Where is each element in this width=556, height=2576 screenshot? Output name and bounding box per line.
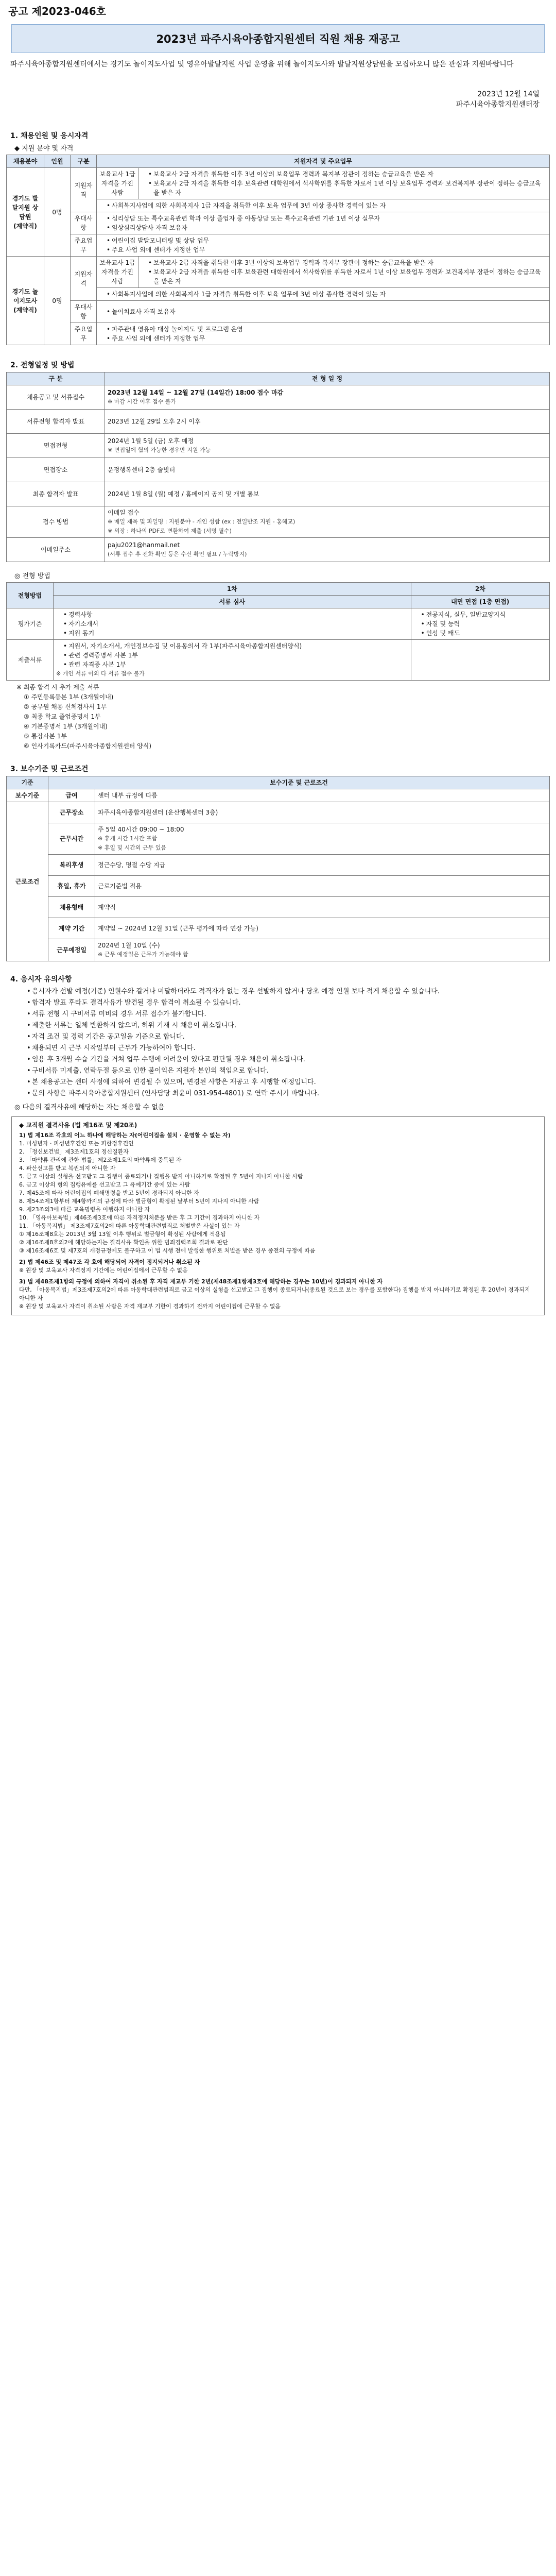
job-qual-item: • 보육교사 2급 자격을 취득한 이후 3년 이상의 보육업무 경력과 복지부 장관이 정하는 승급교육을 받은 자 [148, 170, 547, 179]
after-docs-title: ※ 최종 합격 시 추가 제출 서류 [16, 684, 99, 691]
jobs-header-detail: 지원자격 및 주요업무 [97, 155, 550, 168]
job-pref-cell [97, 212, 550, 234]
job-qual-extra-cell [97, 199, 550, 212]
method-second-item: • 전공지식, 실무, 일반교양지식 [421, 610, 547, 619]
section4-title: 4. 응시자 유의사항 [10, 975, 72, 984]
schedule-note: ※ 메일 제목 및 파일명 : 지원분야 - 개인 성함 (ex : 전일반조 지원 - 홍혜교) ※ 외장 : 하나의 PDF로 변환하여 제출 (서명 필수) [108, 518, 296, 534]
schedule-header-kind: 구 분 [7, 372, 105, 385]
job-qual-items-cell [138, 168, 550, 199]
schedule-header-value: 전 형 일 정 [105, 372, 550, 385]
method-first-item-list [56, 610, 408, 638]
section1-title: 1. 채용인원 및 응시자격 [10, 132, 89, 140]
schedule-note: (서류 접수 후 전화 확인 등은 수신 확인 필요 / 누락방지) [108, 551, 247, 557]
schedule-value-cell [105, 458, 550, 482]
law-item-3: 3) 법 제48조제1항의 규정에 의하여 자격이 취소된 후 자격 재교부 기한 2년(제48조제1항제3호에 해당하는 경우는 10년)이 경과되지 아니한 자 [19, 1278, 383, 1285]
after-doc-item: ⑤ 통장사본 1부 [24, 733, 67, 740]
law-item-2-note: ※ 원장 및 보육교사 자격정지 기간에는 어린이집에서 근무할 수 없음 [19, 1267, 188, 1274]
law-item-2: 2) 법 제46조 및 제47조 각 호에 해당되어 자격이 정지되거나 취소된 자 [19, 1259, 200, 1265]
method-label: 제출서류 [7, 640, 54, 681]
cond-note: ※ 휴게 시간 1시간 포함 ※ 휴일 및 시간외 근무 있음 [98, 835, 166, 851]
job-qual-extra-list [99, 290, 547, 299]
schedule-value-cell [105, 506, 550, 538]
method-second-cell [411, 640, 549, 681]
job-duty-label: 주요업무 [71, 234, 97, 257]
notice-item: • 구비서류 미제출, 연락두절 등으로 인한 불이익은 지원자 본인의 책임으로 합니다. [27, 1065, 540, 1077]
job-duty-label: 주요업무 [71, 323, 97, 345]
cond-value: 주 5일 40시간 09:00 ~ 18:00 [98, 826, 184, 833]
schedule-value-cell [105, 410, 550, 434]
schedule-value: 2024년 1월 8일 (월) 예정 / 홈페이지 공지 및 개별 통보 [108, 490, 259, 498]
schedule-value-cell [105, 482, 550, 506]
after-doc-item: ⑥ 인사기록카드(파주시육아종합지원센터 양식) [24, 742, 151, 750]
pay-header-value: 보수기준 및 근로조건 [48, 776, 550, 789]
job-duty-item: • 어린이집 발달모니터링 및 상담 업무 [107, 236, 547, 245]
method-first-cell [54, 608, 411, 640]
jobs-header-count: 인원 [44, 155, 71, 168]
law-line: ② 제16조제8호의2에 해당하는지는 결격사유 확인을 위한 범죄경력조회 결과로 판단 [19, 1239, 228, 1246]
job-duty-item-list [99, 236, 547, 255]
job-qual-item-list [141, 258, 547, 286]
notice-item: • 자격 조건 및 경력 기간은 공고일을 기준으로 합니다. [27, 1031, 540, 1043]
method-table [6, 582, 550, 681]
job-qual-items-cell [138, 257, 550, 288]
law-line: 8. 제54조제1항부터 제4항까지의 규정에 따라 벌금형이 확정된 날부터 5년이 지나지 아니한 사람 [19, 1198, 259, 1205]
cond-value: 근로기준법 적용 [98, 883, 142, 890]
job-count: 0명 [44, 257, 71, 345]
law-line: ① 제16조제8호는 2013년 3월 13일 이후 행위로 벌금형이 확정된 사람에게 적용됨 [19, 1231, 226, 1238]
schedule-value: 2023년 12월 29일 오후 2시 이후 [108, 418, 201, 425]
job-pref-item: • 심리상담 또는 특수교육관련 학과 이상 졸업자 중 아동상담 또는 특수교육관련 기관 1년 이상 실무자 [107, 214, 547, 223]
cond-key: 채용형태 [48, 897, 95, 918]
job-qual-label: 지원자격 [71, 168, 97, 212]
schedule-label: 서류전형 합격자 발표 [7, 410, 105, 434]
cond-value-cell [95, 918, 550, 939]
notice-item: • 임용 후 3개월 수습 기간을 거쳐 업무 수행에 어려움이 있다고 판단될 경우 채용이 취소됩니다. [27, 1054, 540, 1065]
job-qual-label: 지원자격 [71, 257, 97, 301]
job-pref-label: 우대사항 [71, 301, 97, 323]
schedule-label: 이메일주소 [7, 538, 105, 562]
method-label: 평가기준 [7, 608, 54, 640]
law-line: 1. 미성년자 · 피성년후견인 또는 피한정후견인 [19, 1140, 134, 1147]
method-second-item: • 인성 및 태도 [421, 629, 547, 638]
schedule-value-cell [105, 434, 550, 458]
notice-item-list [20, 986, 540, 1099]
jobs-header-field: 채용분야 [7, 155, 44, 168]
job-pref-item-list [99, 214, 547, 232]
job-qual-sub: 보육교사 1급 자격을 가진 사람 [97, 168, 138, 199]
date-block [6, 89, 540, 110]
method-first-item: • 관련 경력증명서 사본 1부 [63, 651, 408, 660]
law-line: 11. 「아동복지법」 제3조제7호의2에 따른 아동학대관련범죄로 처벌받은 사실이 있는 자 [19, 1223, 240, 1229]
method-first-item: • 지원 동기 [63, 629, 408, 638]
job-field-cell [7, 168, 44, 257]
notice-item: • 서류 전형 시 구비서류 미비의 경우 서류 접수가 불가합니다. [27, 1009, 540, 1020]
cond-value-cell [95, 802, 550, 823]
law-line: 4. 파산선고를 받고 복권되지 아니한 자 [19, 1165, 116, 1172]
job-qual-item: • 보육교사 2급 자격을 취득한 이후 보육관련 대학원에서 석사학위를 취득한 자로서 1년 이상 보육업무 경력과 보건복지부 장관이 정하는 승급교육을 받은 자 [148, 179, 547, 197]
job-qual-extra: • 사회복지사업에 의한 사회복지사 1급 자격을 취득한 이후 보육 업무에 3년 이상 종사한 경력이 있는 자 [107, 201, 547, 210]
job-qual-extra-list [99, 201, 547, 210]
method-second-item: • 자질 및 능력 [421, 619, 547, 629]
schedule-note: ※ 마감 시간 이후 접수 불가 [108, 398, 176, 405]
job-field: 경기도 발달지원 상담원 [12, 194, 39, 221]
pay-sub: 급여 [48, 789, 95, 802]
schedule-label: 최종 합격자 발표 [7, 482, 105, 506]
cond-value-cell [95, 876, 550, 897]
schedule-label: 접수 방법 [7, 506, 105, 538]
job-pref-item: • 임상심리상담사 자격 보유자 [107, 223, 547, 232]
cond-key: 휴일, 휴가 [48, 876, 95, 897]
job-qual-item-list [141, 170, 547, 197]
notice-date: 2023년 12월 14일 [477, 90, 540, 98]
method-first-item: • 자기소개서 [63, 619, 408, 629]
schedule-value-cell [105, 538, 550, 562]
cond-key: 근무시간 [48, 823, 95, 855]
schedule-label: 채용공고 및 서류접수 [7, 385, 105, 410]
method-first-item: • 관련 자격증 사본 1부 [63, 660, 408, 669]
notice-item: • 채용되면 시 근무 시작일부터 근무가 가능하여야 합니다. [27, 1043, 540, 1054]
notice-item: • 합격자 발표 후라도 결격사유가 발견될 경우 합격이 취소될 수 있습니다. [27, 997, 540, 1009]
disqualification-box [11, 1116, 545, 1315]
schedule-value-cell [105, 385, 550, 410]
schedule-note: ※ 면접일에 협의 가능한 경우만 지원 가능 [108, 447, 211, 453]
cond-value-cell [95, 897, 550, 918]
law-line: ③ 제16조제6호 및 제7호의 개정규정에도 불구하고 이 법 시행 전에 발생한 행위로 처벌을 받은 경우 종전의 규정에 따름 [19, 1247, 316, 1254]
cond-value-cell [95, 823, 550, 855]
job-pref-item-list [99, 307, 547, 316]
job-field: 경기도 놀이지도사 [12, 287, 39, 304]
cond-key: 복리후생 [48, 855, 95, 876]
method-first-cell [54, 640, 411, 681]
schedule-value: 2024년 1월 5일 (금) 오후 예정 [108, 437, 194, 445]
notice-org: 파주시육아종합지원센터장 [456, 100, 540, 109]
law-line: 2. 「정신보건법」제3조제1호의 정신질환자 [19, 1148, 129, 1155]
jobs-table [6, 155, 550, 345]
notice-item: • 응시자가 선발 예정(기준) 인원수와 같거나 미달하더라도 적격자가 없는 경우 선발하지 않거나 당초 예정 인원 보다 적게 채용할 수 있습니다. [27, 986, 540, 997]
job-duty-item: • 파주관내 영유아 대상 놀이지도 및 프로그램 운영 [107, 325, 547, 334]
job-pref-item: • 놀이치료사 자격 보유자 [107, 307, 547, 316]
law-line: 3. 「마약류 관리에 관한 법률」제2조제1호의 마약류에 중독된 자 [19, 1157, 182, 1163]
method-sub-first: 서류 심사 [54, 596, 411, 608]
job-qual-extra: • 사회복지사업에 의한 사회복지사 1급 자격을 취득한 이후 보육 업무에 3년 이상 종사한 경력이 있는 자 [107, 290, 547, 299]
schedule-value: 이메일 접수 [108, 509, 140, 516]
pay-label: 보수기준 [7, 789, 48, 802]
method-title: ◎ 전형 방법 [14, 572, 50, 580]
schedule-value: 2023년 12월 14일 ~ 12월 27일 (14일간) 18:00 접수 마감 [108, 389, 284, 396]
cond-value: 계약직 [98, 904, 116, 911]
after-doc-item: ④ 기본증명서 1부 (3개월이내) [24, 723, 108, 730]
method-first-item: • 경력사항 [63, 610, 408, 619]
cond-value: 파주시육아종합지원센터 (운산행복센터 3층) [98, 809, 218, 816]
pay-table [6, 776, 550, 961]
job-pref-label: 우대사항 [71, 212, 97, 234]
pay-value: 센터 내부 규정에 따름 [95, 789, 550, 802]
schedule-label: 면접장소 [7, 458, 105, 482]
method-first-note: ※ 개인 서류 이외 다 서류 접수 불가 [56, 670, 145, 677]
job-qual-item: • 보육교사 2급 자격을 취득한 이후 3년 이상의 보육업무 경력과 복지부 장관이 정하는 승급교육을 받은 자 [148, 258, 547, 267]
job-pref-cell [97, 301, 550, 323]
cond-label: 근로조건 [7, 802, 48, 961]
job-qual-item: • 보육교사 2급 자격을 취득한 이후 보육관련 대학원에서 석사학위를 취득한 자로서 1년 이상 보육업무 경력과 보건복지부 장관이 정하는 승급교육을 받은 자 [148, 267, 547, 286]
method-header-second: 2차 [411, 583, 549, 596]
job-field-sub: (계약직) [13, 306, 37, 314]
after-doc-item: ② 공무원 채용 신체검사서 1부 [24, 703, 107, 710]
schedule-label: 면접전형 [7, 434, 105, 458]
law-line: 10. 「영유아보육법」제46조제3호에 따른 자격정지처분을 받은 후 그 기간이 경과하지 아니한 자 [19, 1214, 260, 1221]
method-sub-second: 대면 면접 (1층 면접) [411, 596, 549, 608]
job-count: 0명 [44, 168, 71, 257]
section3-title: 3. 보수기준 및 근로조건 [10, 765, 89, 773]
disqualification-note: ◎ 다음의 결격사유에 해당하는 자는 채용할 수 없음 [14, 1104, 165, 1111]
intro-text: 파주시육아종합지원센터에서는 경기도 놀이지도사업 및 영유아발달지원 사업 운영을 위해 놀이지도사와 발달지원상담원을 모집하오니 많은 관심과 지원바랍니다 [10, 60, 514, 69]
job-qual-extra-cell [97, 288, 550, 301]
cond-value: 2024년 1월 10일 (수) [98, 942, 160, 949]
method-second-cell [411, 608, 549, 640]
job-duty-item: • 주요 사업 외에 센터가 지정한 업무 [107, 334, 547, 343]
job-field-cell [7, 257, 44, 345]
job-duty-item: • 주요 사업 외에 센터가 지정한 업무 [107, 245, 547, 255]
after-docs [16, 683, 550, 751]
notice-item: • 본 채용공고는 센터 사정에 의하여 변경될 수 있으며, 변경된 사항은 재공고 후 시행할 예정입니다. [27, 1077, 540, 1088]
job-field-sub: (계약직) [13, 222, 37, 230]
section2-title: 2. 전형일정 및 방법 [10, 361, 75, 369]
cond-value: 정근수당, 명절 수당 지급 [98, 861, 166, 869]
law-line: 7. 제45조에 따라 어린이집의 폐쇄명령을 받고 5년이 경과되지 아니한 자 [19, 1190, 199, 1196]
cond-note: ※ 근무 예정일은 근무가 가능해야 함 [98, 951, 188, 958]
cond-value-cell [95, 939, 550, 961]
job-duty-cell [97, 234, 550, 257]
jobs-header-type: 구분 [71, 155, 97, 168]
notice-title: 2023년 파주시육아종합지원센터 직원 채용 재공고 [11, 24, 545, 53]
section1-subtitle: ◆ 지원 분야 및 자격 [14, 145, 74, 152]
method-first-item: • 지원서, 자기소개서, 개인정보수집 및 이용동의서 각 1부(파주시육아종합지원센터양식) [63, 641, 408, 651]
method-first-item-list [56, 641, 408, 669]
method-header-kind: 전형방법 [7, 583, 54, 608]
law-line: 9. 제23조의3에 따른 교육명령을 이행하지 아니한 자 [19, 1206, 150, 1213]
cond-value-cell [95, 855, 550, 876]
law-item-3-detail: ※ 원장 및 보육교사 자격이 취소된 사람은 자격 재교부 기한이 경과하기 전까지 어린이집에 근무할 수 없음 [19, 1303, 281, 1310]
law-line: 5. 금고 이상의 실형을 선고받고 그 집행이 종료되거나 집행을 받지 아니하기로 확정된 후 5년이 지나지 아니한 사람 [19, 1173, 303, 1180]
pay-header-kind: 기준 [7, 776, 48, 789]
cond-key: 근무장소 [48, 802, 95, 823]
notice-item: • 제출한 서류는 일체 반환하지 않으며, 허위 기재 시 채용이 취소됩니다. [27, 1020, 540, 1031]
after-doc-item: ① 주민등록등본 1부 (3개월이내) [24, 693, 114, 701]
schedule-value: 운정행복센터 2층 술빛터 [108, 466, 176, 473]
cond-value: 계약일 ~ 2024년 12월 31일 (근무 평가에 따라 연장 가능) [98, 925, 258, 932]
notice-items [20, 986, 540, 1099]
schedule-value: paju2021@hanmail.net [108, 541, 180, 549]
notice-number: 공고 제2023-046호 [8, 5, 106, 18]
cond-key: 근무예정일 [48, 939, 95, 961]
schedule-table [6, 372, 550, 562]
after-doc-item: ③ 최종 학교 졸업증명서 1부 [24, 713, 101, 720]
law-line: 1) 법 제16조 각호의 어느 하나에 해당하는 자(어린이집을 설치 · 운영할 수 없는 자) [19, 1132, 231, 1139]
job-qual-sub: 보육교사 1급 자격을 가진 사람 [97, 257, 138, 288]
notice-item: • 문의 사항은 파주시육아종합지원센터 (인사담당 최윤미 031-954-4801) 로 연락 주시기 바랍니다. [27, 1088, 540, 1099]
method-header-first: 1차 [54, 583, 411, 596]
law-line: 6. 금고 이상의 형의 집행유예를 선고받고 그 유예기간 중에 있는 사람 [19, 1181, 190, 1188]
law-item-3-detail: 다만, 「아동복지법」제3조제7호의2에 따른 아동학대관련범죄로 금고 이상의 실형을 선고받고 그 집행이 종료되거나(종료된 것으로 보는 경우를 포함한다) 집행을 받지 아니하기로 확정된 후 20년이 경과되지 아니한 자 [19, 1286, 530, 1301]
law-head: ◆ 교직원 결격사유 (법 제16조 및 제20조) [19, 1122, 137, 1129]
job-duty-cell [97, 323, 550, 345]
job-duty-item-list [99, 325, 547, 343]
cond-key: 계약 기간 [48, 918, 95, 939]
method-second-item-list [414, 610, 547, 638]
